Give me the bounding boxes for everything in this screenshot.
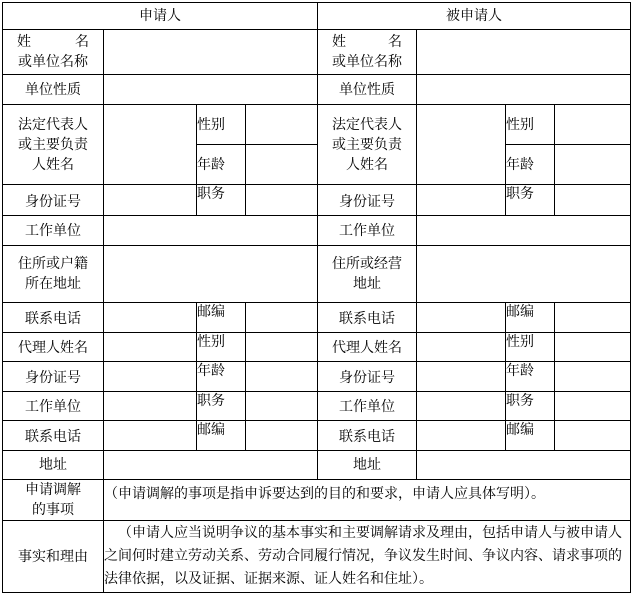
- respondent-legal-rep-label: 法定代表人 或主要负责 人姓名: [318, 105, 417, 185]
- address-row: [3, 246, 631, 303]
- respondent-agent-gender-label: 性别: [506, 333, 555, 362]
- respondent-agent-field[interactable]: [417, 333, 506, 362]
- respondent-age-label: 年龄: [506, 145, 555, 185]
- respondent-id-label: 身份证号: [318, 185, 417, 216]
- applicant-agent-position-field[interactable]: [246, 392, 318, 421]
- applicant-gender-field[interactable]: [246, 105, 318, 145]
- applicant-agent-work-field[interactable]: [104, 392, 197, 421]
- request-row: [3, 480, 631, 521]
- id-row: [3, 185, 631, 216]
- applicant-agent-id-label: 身份证号: [3, 362, 104, 392]
- applicant-residence-label: 住所或户籍 所在地址: [3, 246, 104, 303]
- respondent-agent-address-label: 地址: [318, 451, 417, 480]
- respondent-unit-nature-field[interactable]: [417, 75, 631, 105]
- respondent-agent-position-label: 职务: [506, 392, 555, 421]
- applicant-unit-nature-label: 单位性质: [3, 75, 104, 105]
- respondent-name-field[interactable]: [417, 30, 631, 75]
- applicant-phone-label: 联系电话: [3, 303, 104, 333]
- respondent-work-unit-label: 工作单位: [318, 216, 417, 246]
- applicant-id-field[interactable]: [104, 185, 197, 216]
- agent-work-row: [3, 392, 631, 421]
- respondent-postcode-label: 邮编: [506, 303, 555, 333]
- facts-note[interactable]: （申请人应当说明争议的基本事实和主要调解请求及理由，包括申请人与被申请人之间何时建立劳动关系、劳动合同履行情况，争议发生时间、争议内容、请求事项的法律依据，以及证据、证据来源、证人姓名和住址）。: [104, 521, 631, 593]
- unit-nature-row: [3, 75, 631, 105]
- respondent-agent-postcode-label: 邮编: [506, 421, 555, 451]
- agent-phone-row: [3, 421, 631, 451]
- applicant-phone-field[interactable]: [104, 303, 197, 333]
- request-note[interactable]: （申请调解的事项是指申诉要达到的目的和要求，申请人应具体写明）。: [104, 480, 631, 521]
- legal-rep-row-1: [3, 105, 631, 145]
- applicant-address-label: 地址: [3, 451, 104, 480]
- applicant-agent-field[interactable]: [104, 333, 197, 362]
- respondent-agent-gender-field[interactable]: [555, 333, 631, 362]
- applicant-postcode-label: 邮编: [197, 303, 246, 333]
- respondent-id-field[interactable]: [417, 185, 506, 216]
- applicant-agent-work-label: 工作单位: [3, 392, 104, 421]
- applicant-agent-label: 代理人姓名: [3, 333, 104, 362]
- applicant-agent-age-field[interactable]: [246, 362, 318, 392]
- applicant-unit-nature-field[interactable]: [104, 75, 318, 105]
- applicant-age-field[interactable]: [246, 145, 318, 185]
- respondent-agent-address-field[interactable]: [417, 451, 631, 480]
- respondent-agent-age-field[interactable]: [555, 362, 631, 392]
- applicant-agent-postcode-label: 邮编: [197, 421, 246, 451]
- name-row: [3, 30, 631, 75]
- respondent-agent-id-field[interactable]: [417, 362, 506, 392]
- applicant-id-label: 身份证号: [3, 185, 104, 216]
- respondent-agent-id-label: 身份证号: [318, 362, 417, 392]
- applicant-agent-age-label: 年龄: [197, 362, 246, 392]
- respondent-address-label: 住所或经营 地址: [318, 246, 417, 303]
- respondent-agent-position-field[interactable]: [555, 392, 631, 421]
- applicant-residence-field[interactable]: [104, 246, 318, 303]
- respondent-header: 被申请人: [318, 3, 631, 30]
- respondent-agent-phone-label: 联系电话: [318, 421, 417, 451]
- header-row: [3, 3, 631, 30]
- applicant-address-field[interactable]: [104, 451, 318, 480]
- work-unit-row: [3, 216, 631, 246]
- respondent-work-unit-field[interactable]: [417, 216, 631, 246]
- respondent-position-field[interactable]: [555, 185, 631, 216]
- applicant-agent-postcode-field[interactable]: [246, 421, 318, 451]
- applicant-legal-rep-field[interactable]: [104, 105, 197, 185]
- respondent-postcode-field[interactable]: [555, 303, 631, 333]
- respondent-phone-field[interactable]: [417, 303, 506, 333]
- respondent-agent-postcode-field[interactable]: [555, 421, 631, 451]
- respondent-legal-rep-field[interactable]: [417, 105, 506, 185]
- applicant-legal-rep-label: 法定代表人 或主要负责 人姓名: [3, 105, 104, 185]
- form-table: [2, 2, 631, 593]
- respondent-address-field[interactable]: [417, 246, 631, 303]
- respondent-name-label: 姓 名 或单位名称: [318, 30, 417, 75]
- agent-row: [3, 333, 631, 362]
- applicant-name-field[interactable]: [104, 30, 318, 75]
- respondent-agent-age-label: 年龄: [506, 362, 555, 392]
- respondent-phone-label: 联系电话: [318, 303, 417, 333]
- respondent-agent-work-field[interactable]: [417, 392, 506, 421]
- agent-address-row: [3, 451, 631, 480]
- applicant-age-label: 年龄: [197, 145, 246, 185]
- respondent-gender-field[interactable]: [555, 105, 631, 145]
- applicant-agent-gender-label: 性别: [197, 333, 246, 362]
- applicant-postcode-field[interactable]: [246, 303, 318, 333]
- agent-id-row: [3, 362, 631, 392]
- applicant-position-label: 职务: [197, 185, 246, 216]
- applicant-agent-position-label: 职务: [197, 392, 246, 421]
- applicant-position-field[interactable]: [246, 185, 318, 216]
- applicant-work-unit-field[interactable]: [104, 216, 318, 246]
- applicant-name-label: 姓 名 或单位名称: [3, 30, 104, 75]
- applicant-work-unit-label: 工作单位: [3, 216, 104, 246]
- applicant-agent-phone-field[interactable]: [104, 421, 197, 451]
- applicant-header: 申请人: [3, 3, 318, 30]
- applicant-agent-id-field[interactable]: [104, 362, 197, 392]
- respondent-agent-label: 代理人姓名: [318, 333, 417, 362]
- respondent-age-field[interactable]: [555, 145, 631, 185]
- applicant-gender-label: 性别: [197, 105, 246, 145]
- request-label: 申请调解 的事项: [3, 480, 104, 521]
- facts-label: 事实和理由: [3, 521, 104, 593]
- respondent-gender-label: 性别: [506, 105, 555, 145]
- respondent-unit-nature-label: 单位性质: [318, 75, 417, 105]
- respondent-agent-phone-field[interactable]: [417, 421, 506, 451]
- facts-row: [3, 521, 631, 593]
- respondent-position-label: 职务: [506, 185, 555, 216]
- respondent-agent-work-label: 工作单位: [318, 392, 417, 421]
- applicant-agent-gender-field[interactable]: [246, 333, 318, 362]
- applicant-agent-phone-label: 联系电话: [3, 421, 104, 451]
- phone-row: [3, 303, 631, 333]
